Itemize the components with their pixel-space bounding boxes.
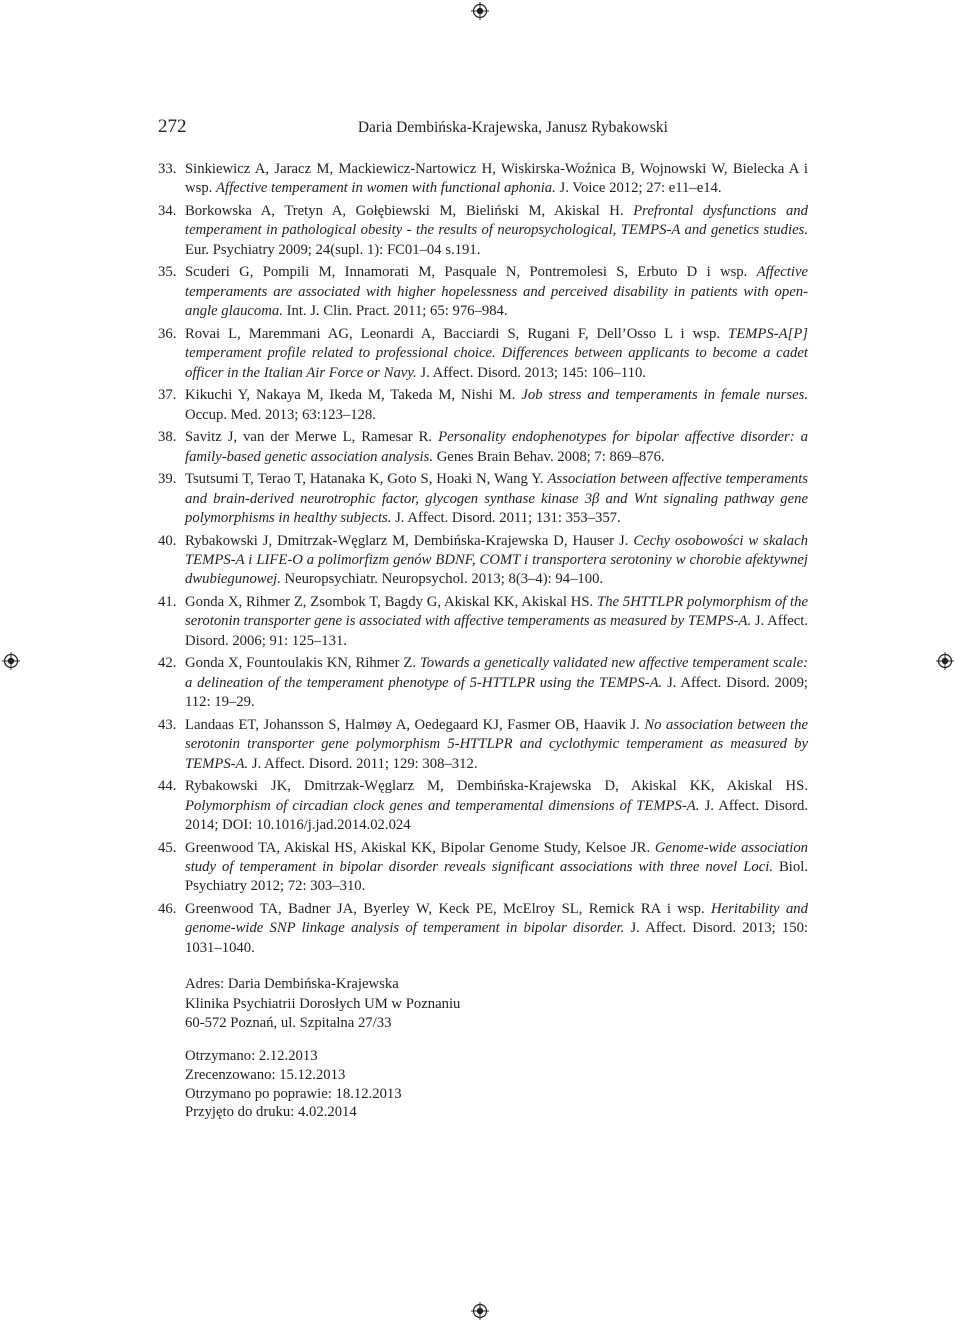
correspondence-address [185,975,460,1034]
reference-title: Prefrontal dysfunctions and temperament in pathological obesity - the results of neuropsychological, TEMPS-A and genetics studies. [185,203,808,239]
reference-source: J. Affect. Disord. 2011; 131: 353–357. [395,510,621,527]
reference-number: 38. [158,429,177,446]
reference-authors: Tsutsumi T, Terao T, Hatanaka K, Goto S, Hoaki N, Wang Y. [185,471,544,488]
date-line: Otrzymano: 2.12.2013 [185,1048,318,1064]
registration-mark-icon [936,652,954,670]
running-head: Daria Dembińska-Krajewska, Janusz Rybakowski [357,119,668,136]
reference-item [158,263,808,321]
reference-title: TEMPS-A[P] temperament profile related to professional choice. Differences between applicants to become a cadet officer in the Italian Air Force or Navy. [185,325,809,381]
reference-source: J. Affect. Disord. 2011; 129: 308–312. [251,755,478,772]
reference-item [158,900,808,958]
reference-authors: Borkowska A, Tretyn A, Gołębiewski M, Bieliński M, Akiskal H. [185,203,624,219]
page-header [158,116,668,144]
reference-source: J. Affect. Disord. 2009; 112: 19–29. [185,674,809,711]
reference-number: 39. [158,471,177,488]
reference-source: J. Affect. Disord. 2006; 91: 125–131. [185,613,809,649]
reference-number: 41. [158,594,177,611]
reference-title: Heritability and genome-wide SNP linkage analysis of temperament in bipolar disorder. [185,901,808,937]
date-line: Przyjęto do druku: 4.02.2014 [185,1104,357,1121]
page-number: 272 [158,116,187,137]
reference-authors: Rybakowski J, Dmitrzak-Węglarz M, Dembińska-Krajewska D, Hauser J. [185,532,629,549]
reference-title: Personality endophenotypes for bipolar affective disorder: a family-based genetic association analysis. [185,429,809,465]
reference-authors: Gonda X, Rihmer Z, Zsombok T, Bagdy G, Akiskal KK, Akiskal HS. [185,594,594,611]
reference-title: Polymorphism of circadian clock genes and temperamental dimensions of TEMPS-A. [185,797,700,814]
address-line: Adres: Daria Dembińska-Krajewska [185,976,399,992]
reference-item [158,716,808,774]
reference-title: Association between affective temperaments and brain-derived neurotrophic factor, glycogen synthase kinase 3β and Wnt signaling pathway gene polymorphisms in healthy subjects. [185,471,808,527]
reference-authors: Greenwood TA, Badner JA, Byerley W, Keck PE, McElroy SL, Remick RA i wsp. [185,901,705,918]
reference-source: Genes Brain Behav. 2008; 7: 869–876. [436,448,665,465]
reference-item [158,839,808,897]
reference-title: Genome-wide association study of temperament in bipolar disorder reveals significant associations with three novel Loci. [185,839,809,876]
reference-item [158,470,808,528]
registration-mark-icon [471,1302,489,1320]
reference-source: Eur. Psychiatry 2009; 24(supl. 1): FC01–04 s.191. [185,241,481,258]
reference-item [158,202,808,260]
reference-item [158,160,808,199]
address-line: Klinika Psychiatrii Dorosłych UM w Poznaniu [185,995,461,1012]
reference-item [158,532,808,590]
reference-number: 44. [158,778,177,795]
reference-number: 40. [158,532,177,549]
reference-authors: Sinkiewicz A, Jaracz M, Mackiewicz-Nartowicz H, Wiskirska-Woźnica B, Wojnowski W, Bielecka A i wsp. [185,161,808,197]
reference-title: Affective temperament in women with functional aphonia. [216,180,556,197]
reference-source: Biol. Psychiatry 2012; 72: 303–310. [185,859,808,895]
reference-number: 45. [158,839,177,856]
reference-authors: Rybakowski JK, Dmitrzak-Węglarz M, Dembińska-Krajewska D, Akiskal KK, Akiskal HS. [185,778,808,795]
reference-authors: Greenwood TA, Akiskal HS, Akiskal KK, Bipolar Genome Study, Kelsoe JR. [185,839,651,856]
reference-number: 35. [158,264,177,281]
reference-authors: Scuderi G, Pompili M, Innamorati M, Pasquale N, Pontremolesi S, Erbuto D i wsp. [185,264,748,281]
reference-title: No association between the serotonin transporter gene polymorphism 5-HTTLPR and cyclothymic temperament as measured by TEMPS-A. [185,716,808,772]
reference-title: The 5HTTLPR polymorphism of the serotonin transporter gene is associated with affective temperaments as measured by TEMPS-A. [185,594,809,630]
reference-item [158,593,808,651]
reference-source: J. Affect. Disord. 2013; 145: 106–110. [420,364,646,381]
address-line: 60-572 Poznań, ul. Szpitalna 27/33 [185,1015,392,1032]
reference-item [158,325,808,383]
reference-authors: Rovai L, Maremmani AG, Leonardi A, Bacciardi S, Rugani F, Dell’Osso L i wsp. [185,325,721,342]
reference-number: 37. [158,387,177,404]
reference-number: 36. [158,325,177,342]
reference-title: Cechy osobowości w skalach TEMPS-A i LIFE-O a polimorfizm genów BDNF, COMT i transportera serotoniny w chorobie afektywnej dwubiegunowej. [185,532,809,588]
reference-item [158,654,808,712]
registration-mark-icon [471,2,489,20]
reference-source: Occup. Med. 2013; 63:123–128. [185,406,376,423]
date-line: Zrecenzowano: 15.12.2013 [185,1066,346,1083]
reference-item [158,777,808,835]
reference-title: Towards a genetically validated new affective temperament scale: a delineation of the temperament phenotype of 5-HTTLPR using the TEMPS-A. [185,655,808,691]
reference-authors: Savitz J, van der Merwe L, Ramesar R. [185,429,433,446]
reference-source: Int. J. Clin. Pract. 2011; 65: 976–984. [286,303,508,320]
reference-source: J. Voice 2012; 27: e11–e14. [559,180,722,197]
reference-number: 43. [158,716,177,733]
reference-title: Affective temperaments are associated with higher hopelessness and perceived disability in patients with open-angle glaucoma. [185,264,808,320]
reference-number: 33. [158,161,177,177]
reference-item [158,428,808,467]
reference-authors: Kikuchi Y, Nakaya M, Ikeda M, Takeda M, Nishi M. [185,387,516,404]
date-line: Otrzymano po poprawie: 18.12.2013 [185,1085,402,1102]
submission-dates [185,1047,402,1122]
reference-list [158,160,808,961]
registration-mark-icon [2,652,20,670]
reference-number: 42. [158,655,177,672]
reference-source: J. Affect. Disord. 2014; DOI: 10.1016/j.jad.2014.02.024 [185,797,808,834]
reference-title: Job stress and temperaments in female nurses. [521,387,809,404]
reference-item [158,386,808,425]
reference-number: 46. [158,901,177,918]
reference-authors: Landaas ET, Johansson S, Halmøy A, Oedegaard KJ, Fasmer OB, Haavik J. [185,716,640,733]
reference-source: J. Affect. Disord. 2013; 150: 1031–1040. [185,920,809,956]
reference-authors: Gonda X, Fountoulakis KN, Rihmer Z. [185,655,417,672]
reference-number: 34. [158,203,177,219]
reference-source: Neuropsychiatr. Neuropsychol. 2013; 8(3–4): 94–100. [284,571,604,588]
